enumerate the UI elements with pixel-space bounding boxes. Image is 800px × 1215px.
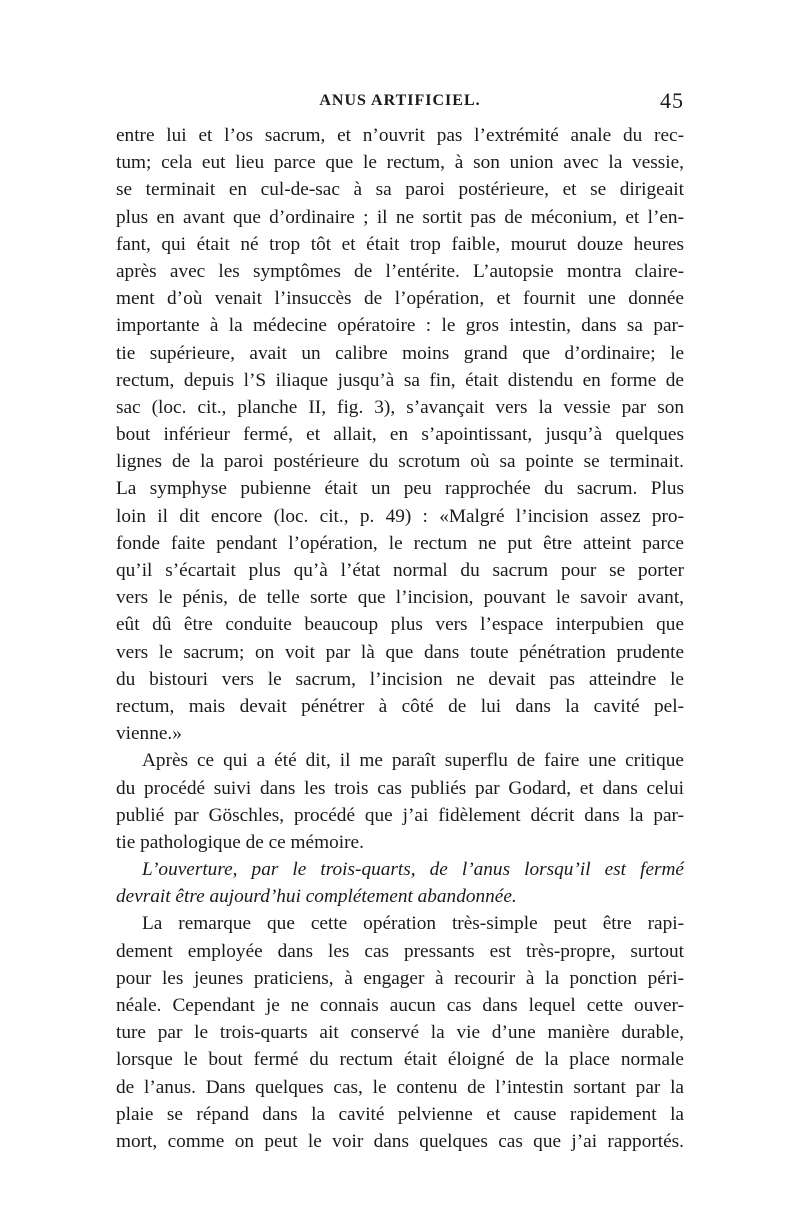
text-line: fant, qui était né trop tôt et était trop faible, mourut douze heures	[116, 233, 684, 255]
text-line: pour les jeunes praticiens, à engager à recourir à la ponction péri-	[116, 967, 684, 989]
text-line: sac (loc. cit., planche II, fig. 3), s’avançait vers la vessie par son	[116, 396, 684, 418]
page-number: 45	[660, 88, 684, 113]
text-line: plaie se répand dans la cavité pelvienne et cause rapidement la	[116, 1103, 684, 1125]
text-line: du bistouri vers le sacrum, l’incision ne devait pas atteindre le	[116, 668, 684, 690]
text-line: loin il dit encore (loc. cit., p. 49) : «Malgré l’incision assez pro-	[116, 505, 684, 527]
text-line: après avec les symptômes de l’entérite. L’autopsie montra claire-	[116, 260, 684, 282]
running-title: ANUS ARTIFICIEL.	[319, 92, 481, 109]
text-line: dement employée dans les cas pressants est très-propre, surtout	[116, 940, 684, 962]
section-heading: L’ouverture, par le trois-quarts, de l’anus lorsqu’il est fermé	[142, 859, 684, 881]
text-line: tie supérieure, avait un calibre moins grand que d’ordinaire; le	[116, 342, 684, 364]
text-line: eût dû être conduite beaucoup plus vers l’espace interpubien que	[116, 614, 684, 636]
text-line: entre lui et l’os sacrum, et n’ouvrit pas l’extrémité anale du rec-	[116, 125, 684, 146]
text-line: importante à la médecine opératoire : le gros intestin, dans sa par-	[116, 315, 684, 337]
text-line: de l’anus. Dans quelques cas, le contenu de l’intestin sortant par la	[116, 1076, 684, 1098]
text-line: vienne.»	[116, 723, 182, 745]
text-line: lignes de la paroi postérieure du scrotum où sa pointe se terminait.	[116, 451, 684, 473]
text-line: lorsque le bout fermé du rectum était éloigné de la place normale	[116, 1049, 684, 1071]
text-line: La remarque que cette opération très-simple peut être rapi-	[142, 913, 684, 935]
text-line: ment d’où venait l’insuccès de l’opération, et fournit une donnée	[116, 288, 684, 310]
text-line: vers le sacrum; on voit par là que dans toute pénétration prudente	[116, 641, 684, 663]
text-line: rectum, mais devait pénétrer à côté de lui dans la cavité pel-	[116, 695, 684, 717]
text-line: tum; cela eut lieu parce que le rectum, à son union avec la vessie,	[116, 152, 684, 174]
text-line: plus en avant que d’ordinaire ; il ne sortit pas de méconium, et l’en-	[116, 206, 684, 228]
section-heading: devrait être aujourd’hui complétement abandonnée.	[116, 886, 517, 908]
text-line: publié par Göschles, procédé que j’ai fidèlement décrit dans la par-	[116, 804, 684, 826]
text-line: bout inférieur fermé, et allait, en s’apointissant, jusqu’à quelques	[116, 424, 684, 446]
text-line: du procédé suivi dans les trois cas publiés par Godard, et dans celui	[116, 777, 684, 799]
text-line: ture par le trois-quarts ait conservé la vie d’une manière durable,	[116, 1022, 684, 1044]
text-line: La symphyse pubienne était un peu rapprochée du sacrum. Plus	[116, 478, 684, 500]
text-line: vers le pénis, de telle sorte que l’incision, pouvant le savoir avant,	[116, 587, 684, 609]
text-line: mort, comme on peut le voir dans quelques cas que j’ai rapportés.	[116, 1130, 684, 1152]
body-text	[116, 122, 684, 1155]
text-line: rectum, depuis l’S iliaque jusqu’à sa fin, était distendu en forme de	[116, 369, 684, 391]
text-line: Après ce qui a été dit, il me paraît superflu de faire une critique	[142, 750, 684, 772]
text-line: qu’il s’écartait plus qu’à l’état normal du sacrum pour se porter	[116, 560, 684, 581]
running-head	[116, 88, 684, 118]
text-line: tie pathologique de ce mémoire.	[116, 831, 364, 853]
text-line: se terminait en cul-de-sac à sa paroi postérieure, et se dirigeait	[116, 179, 684, 201]
text-line: néale. Cependant je ne connais aucun cas dans lequel cette ouver-	[116, 995, 684, 1016]
text-line: fonde faite pendant l’opération, le rectum ne put être atteint parce	[116, 532, 684, 554]
